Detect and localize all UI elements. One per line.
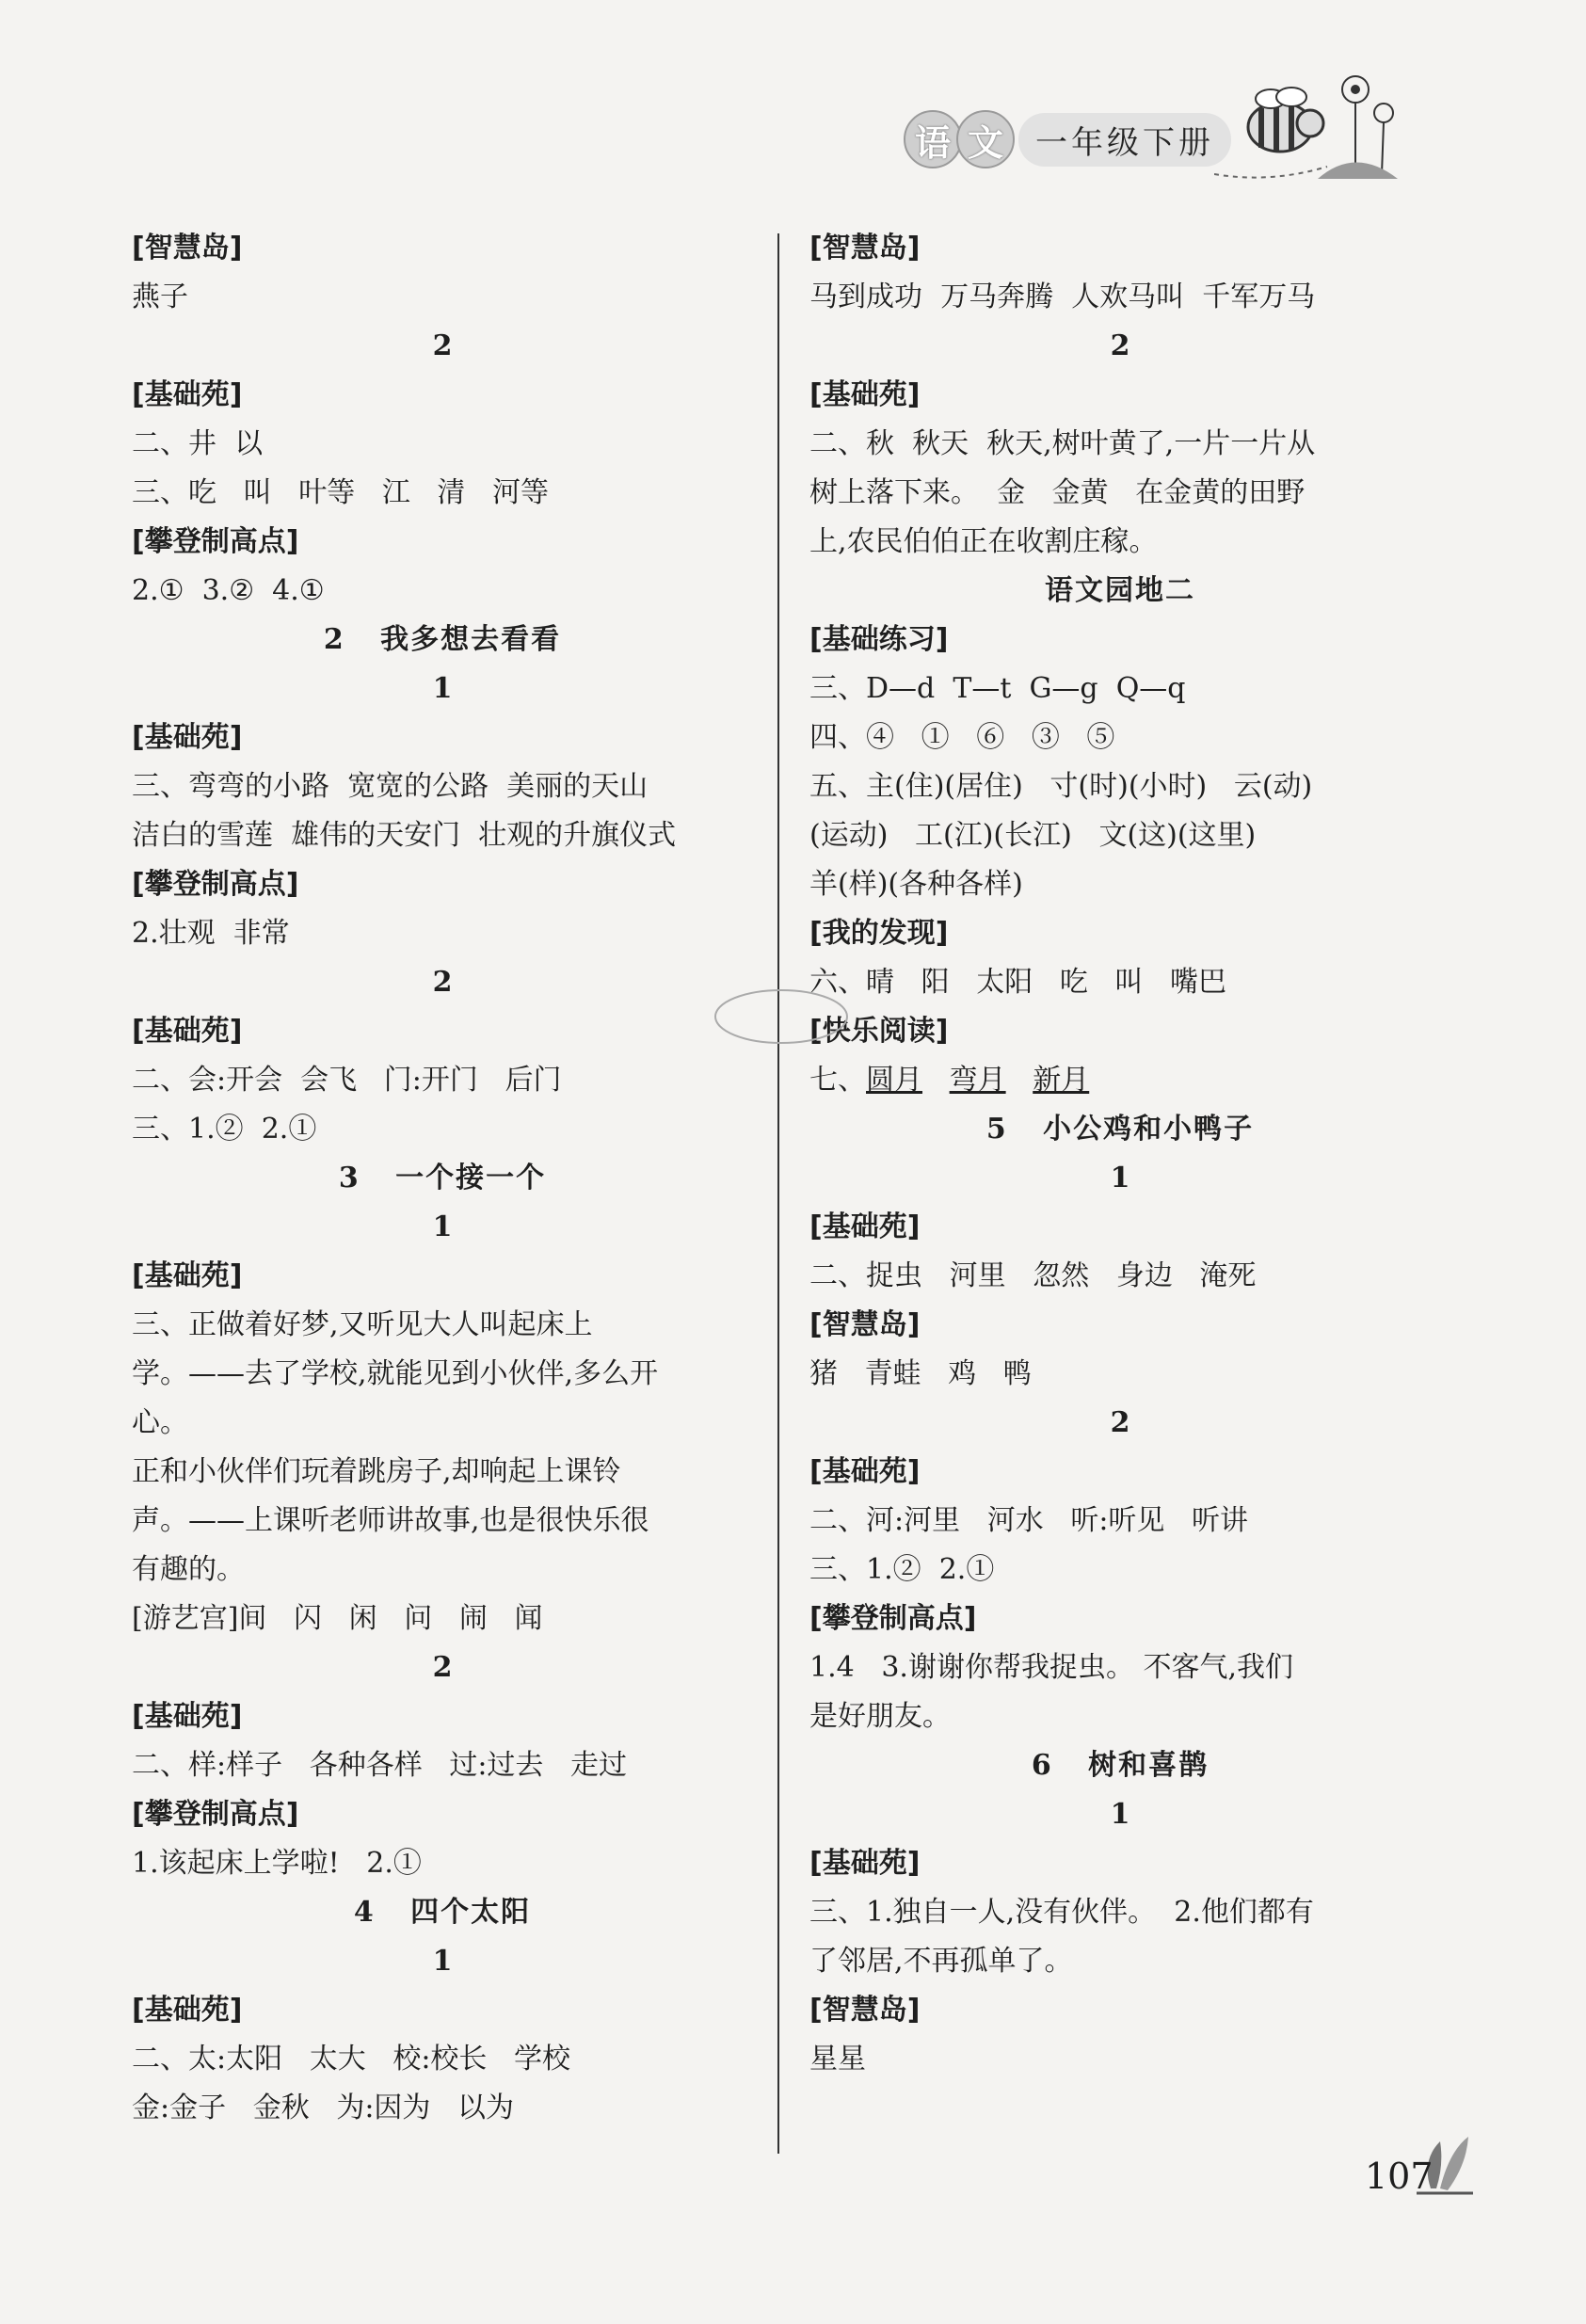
answer-line: 三、正做着好梦,又听见大人叫起床上 xyxy=(132,1308,593,1341)
section-label: [基础苑] xyxy=(809,1210,921,1243)
part-number: 2 xyxy=(1110,329,1130,362)
answer-line: 了邻居,不再孤单了。 xyxy=(809,1945,1073,1978)
lesson-title: 语文园地二 xyxy=(1045,574,1195,607)
left-column xyxy=(132,224,753,2133)
part-number: 1 xyxy=(1110,1798,1130,1831)
answer-line: 猪 青蛙 鸡 鸭 xyxy=(809,1357,1032,1390)
answer-line: 三、1.② 2.① xyxy=(132,1113,317,1146)
section-label: [基础练习] xyxy=(809,623,949,656)
answer-line: 二、井 以 xyxy=(132,427,264,460)
answer-line: 洁白的雪莲 雄伟的天安门 壮观的升旗仪式 xyxy=(132,819,677,852)
answer-line: [游艺宫]间 闪 闲 问 闹 闻 xyxy=(132,1602,543,1635)
lesson-title: 4 四个太阳 xyxy=(353,1896,532,1929)
section-label: [智慧岛] xyxy=(132,232,243,264)
answer-line xyxy=(809,1056,1431,1105)
part-number: 1 xyxy=(432,672,453,705)
answer-line: 1.该起床上学啦! 2.① xyxy=(132,1847,422,1880)
answer-line: 五、主(住)(居住) 寸(时)(小时) 云(动) xyxy=(809,770,1313,803)
section-label: [基础苑] xyxy=(132,1259,243,1292)
part-number: 2 xyxy=(432,329,453,362)
section-label: [基础苑] xyxy=(132,378,243,411)
lesson-title: 2 我多想去看看 xyxy=(323,623,562,656)
answer-line: 羊(样)(各种各样) xyxy=(809,868,1023,901)
section-label: [智慧岛] xyxy=(809,232,921,264)
answer-line: 2.① 3.② 4.① xyxy=(132,574,325,607)
answer-line: 是好朋友。 xyxy=(809,1700,951,1733)
answer-line: 二、捉虫 河里 忽然 身边 淹死 xyxy=(809,1259,1257,1292)
right-column xyxy=(809,224,1431,2084)
answer-line: 上,农民伯伯正在收割庄稼。 xyxy=(809,525,1158,558)
section-label: [基础苑] xyxy=(132,721,243,754)
answer-line: 三、吃 叫 叶等 江 清 河等 xyxy=(132,476,550,509)
answer-line: 学。——去了学校,就能见到小伙伴,多么开 xyxy=(132,1357,659,1390)
section-label: [基础苑] xyxy=(809,1847,921,1880)
section-label: [基础苑] xyxy=(809,378,921,411)
answer-line: 二、河:河里 河水 听:听见 听讲 xyxy=(809,1504,1249,1537)
subject-char-2: 文 xyxy=(956,110,1015,168)
answer-line: 四、④ ① ⑥ ③ ⑤ xyxy=(809,721,1115,754)
lesson-title: 6 树和喜鹊 xyxy=(1031,1749,1210,1782)
subject-char-1: 语 xyxy=(904,110,962,168)
answer-line: 三、D—d T—t G—g Q—q xyxy=(809,672,1186,705)
section-label: [攀登制高点] xyxy=(809,1602,977,1635)
underlined-answer: 圆月 xyxy=(866,1064,922,1097)
section-label: [基础苑] xyxy=(132,1700,243,1733)
part-number: 1 xyxy=(432,1945,453,1978)
answer-line: 声。——上课听老师讲故事,也是很快乐很 xyxy=(132,1504,649,1537)
part-number: 1 xyxy=(432,1210,453,1243)
section-label: [智慧岛] xyxy=(809,1994,921,2027)
bee-flower-icon xyxy=(1214,61,1402,193)
section-label: [攀登制高点] xyxy=(132,868,299,901)
part-number: 1 xyxy=(1110,1162,1130,1194)
subject-grade-banner xyxy=(904,110,1231,168)
answer-line: 2.壮观 非常 xyxy=(132,917,290,950)
answer-line: 二、秋 秋天 秋天,树叶黄了,一片一片从 xyxy=(809,427,1316,460)
answer-line: 燕子 xyxy=(132,280,188,313)
page-number: 107 xyxy=(1365,2156,1434,2197)
answer-line: 星星 xyxy=(809,2043,866,2076)
answer-line: 二、样:样子 各种各样 过:过去 走过 xyxy=(132,1749,628,1782)
section-label: [我的发现] xyxy=(809,917,949,950)
answer-line: 心。 xyxy=(132,1406,188,1439)
part-number: 2 xyxy=(432,1651,453,1684)
answer-line: 马到成功 万马奔腾 人欢马叫 千军万马 xyxy=(809,280,1316,313)
answer-line: 三、1.② 2.① xyxy=(809,1553,995,1586)
part-number: 2 xyxy=(432,966,453,999)
section-label: [快乐阅读] xyxy=(809,1015,949,1048)
answer-line: (运动) 工(江)(长江) 文(这)(这里) xyxy=(809,819,1257,852)
section-label: [基础苑] xyxy=(809,1455,921,1488)
section-label: [攀登制高点] xyxy=(132,525,299,558)
section-label: [智慧岛] xyxy=(809,1308,921,1341)
column-divider xyxy=(777,233,779,2154)
underlined-answer: 弯月 xyxy=(949,1064,1006,1097)
answer-line: 六、晴 阳 太阳 吃 叫 嘴巴 xyxy=(809,966,1227,999)
section-label: [基础苑] xyxy=(132,1994,243,2027)
underlined-answer: 新月 xyxy=(1033,1064,1090,1097)
answer-line: 树上落下来。 金 金黄 在金黄的田野 xyxy=(809,476,1306,509)
page-header xyxy=(894,52,1421,193)
answer-line: 二、会:开会 会飞 门:开门 后门 xyxy=(132,1064,562,1097)
answer-line: 1.4 3.谢谢你帮我捉虫。 不客气,我们 xyxy=(809,1651,1294,1684)
section-label: [攀登制高点] xyxy=(132,1798,299,1831)
part-number: 2 xyxy=(1110,1406,1130,1439)
answer-line: 二、太:太阳 太大 校:校长 学校 xyxy=(132,2043,571,2076)
watermark-stamp-icon xyxy=(706,979,857,1054)
answer-line: 有趣的。 xyxy=(132,1553,245,1586)
answer-line: 金:金子 金秋 为:因为 以为 xyxy=(132,2092,515,2124)
lesson-title: 5 小公鸡和小鸭子 xyxy=(985,1113,1255,1146)
grade-label: 一年级下册 xyxy=(1018,113,1231,167)
answer-line: 三、弯弯的小路 宽宽的公路 美丽的天山 xyxy=(132,770,649,803)
answer-line: 三、1.独自一人,没有伙伴。 2.他们都有 xyxy=(809,1896,1314,1929)
answer-line: 正和小伙伴们玩着跳房子,却响起上课铃 xyxy=(132,1455,621,1488)
line-prefix: 七、 xyxy=(809,1064,866,1097)
section-label: [基础苑] xyxy=(132,1015,243,1048)
lesson-title: 3 一个接一个 xyxy=(338,1162,547,1194)
